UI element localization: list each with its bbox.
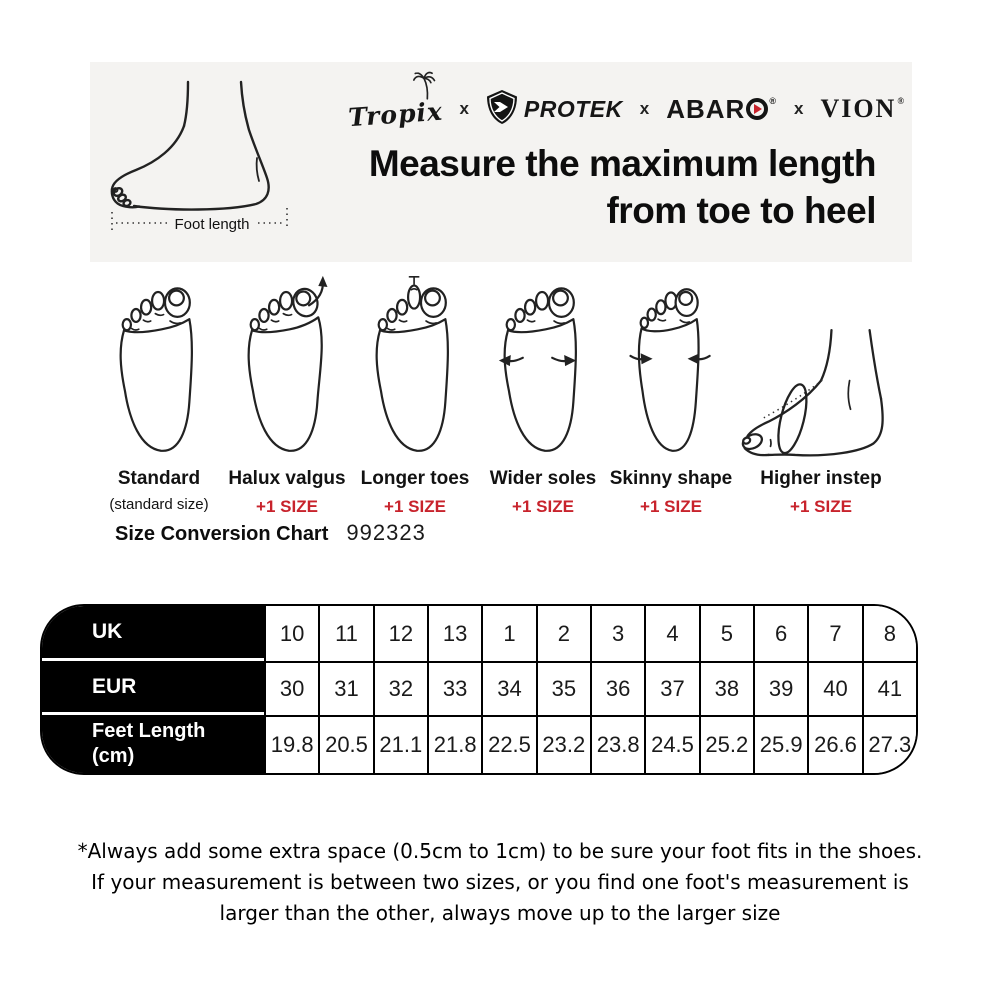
halux-valgus-illustration — [241, 268, 333, 460]
foot-type-label: Halux valgus — [228, 468, 346, 489]
foot-length-label: Foot length — [174, 216, 250, 233]
brand-vion — [820, 94, 906, 124]
foot-type-note: +1 SIZE — [512, 497, 574, 516]
footnote-line3: larger than the other, always move up to the larger size — [219, 901, 781, 925]
uk-value: 8 — [862, 606, 916, 661]
cm-value: 23.8 — [590, 715, 644, 773]
palm-tree-icon — [412, 70, 440, 106]
page-title — [342, 140, 912, 234]
foot-card-halux-valgus — [223, 268, 351, 517]
foot-type-note: +1 SIZE — [256, 497, 318, 516]
eur-value: 38 — [699, 661, 753, 715]
brand-separator: x — [459, 99, 469, 118]
brand-vion-label: VION — [820, 94, 897, 123]
foot-length-diagram — [108, 78, 338, 246]
eur-value: 30 — [264, 661, 318, 715]
uk-value: 6 — [753, 606, 807, 661]
uk-value: 10 — [264, 606, 318, 661]
standard-foot-illustration — [113, 268, 205, 460]
foot-card-standard — [95, 268, 223, 517]
cm-value: 27.3 — [862, 715, 916, 773]
foot-type-label: Higher instep — [760, 468, 882, 489]
cm-value: 19.8 — [264, 715, 318, 773]
eur-value: 40 — [807, 661, 861, 715]
cm-value: 23.2 — [536, 715, 590, 773]
brand-protek-label: PROTEK — [523, 95, 623, 122]
eur-value: 32 — [373, 661, 427, 715]
brand-protek — [486, 89, 623, 130]
brand-separator: x — [639, 99, 650, 118]
foot-card-skinny-shape — [607, 268, 735, 517]
uk-value: 11 — [318, 606, 372, 661]
feet-length-label: Feet Length — [92, 720, 206, 742]
header-right — [342, 62, 912, 262]
uk-value: 2 — [536, 606, 590, 661]
foot-type-note: (standard size) — [109, 496, 209, 513]
brand-logos-row — [342, 80, 912, 138]
brand-abaro — [666, 94, 777, 125]
eur-value: 37 — [644, 661, 698, 715]
size-chart-code: 992323 — [346, 520, 426, 545]
cm-value: 25.9 — [753, 715, 807, 773]
cm-value: 24.5 — [644, 715, 698, 773]
header-panel — [90, 62, 912, 262]
size-chart-heading — [115, 520, 426, 546]
skinny-shape-illustration — [625, 268, 717, 460]
footnote-line2: If your measurement is between two sizes, or you find one foot's measurement is — [91, 870, 909, 894]
foot-type-note: +1 SIZE — [640, 497, 702, 516]
uk-value: 4 — [644, 606, 698, 661]
longer-toes-illustration — [369, 268, 461, 460]
shield-icon — [486, 89, 518, 130]
uk-value: 1 — [481, 606, 535, 661]
page-title-line2: from toe to heel — [606, 190, 876, 231]
eur-value: 35 — [536, 661, 590, 715]
brand-tropix-label: Tropix — [347, 96, 444, 132]
wider-soles-illustration — [497, 268, 589, 460]
foot-type-label: Standard — [117, 468, 201, 489]
play-circle-icon — [746, 98, 768, 120]
footnote-line1: *Always add some extra space (0.5cm to 1cm) to be sure your foot fits in the shoes. — [77, 839, 923, 863]
size-conversion-table — [40, 604, 918, 775]
foot-type-label: Longer toes — [360, 468, 470, 489]
foot-card-longer-toes — [351, 268, 479, 517]
cm-value: 21.1 — [373, 715, 427, 773]
row-header-uk: UK — [42, 606, 264, 661]
row-header-eur: EUR — [42, 661, 264, 715]
registered-mark: ® — [897, 96, 907, 106]
cm-value: 22.5 — [481, 715, 535, 773]
cm-value: 25.2 — [699, 715, 753, 773]
brand-separator: x — [793, 99, 804, 118]
registered-mark: ® — [769, 96, 777, 106]
foot-type-note: +1 SIZE — [384, 497, 446, 516]
uk-value: 3 — [590, 606, 644, 661]
foot-card-wider-soles — [479, 268, 607, 517]
page-title-line1: Measure the maximum length — [368, 143, 876, 184]
row-header-feet-length — [42, 715, 264, 773]
uk-value: 5 — [699, 606, 753, 661]
foot-type-note: +1 SIZE — [790, 497, 852, 516]
side-foot-illustration — [108, 78, 323, 236]
cm-value: 26.6 — [807, 715, 861, 773]
footnote — [0, 836, 1000, 929]
eur-value: 33 — [427, 661, 481, 715]
cm-value: 21.8 — [427, 715, 481, 773]
uk-value: 13 — [427, 606, 481, 661]
eur-value: 36 — [590, 661, 644, 715]
feet-length-unit: (cm) — [92, 745, 135, 767]
brand-abaro-label: ABAR — [666, 93, 746, 124]
foot-card-higher-instep — [735, 268, 907, 517]
foot-type-label: Skinny shape — [609, 468, 733, 489]
higher-instep-illustration — [740, 268, 902, 460]
uk-value: 7 — [807, 606, 861, 661]
foot-types-row — [95, 268, 907, 517]
cm-value: 20.5 — [318, 715, 372, 773]
uk-value: 12 — [373, 606, 427, 661]
eur-value: 34 — [481, 661, 535, 715]
eur-value: 41 — [862, 661, 916, 715]
eur-value: 39 — [753, 661, 807, 715]
brand-tropix — [347, 86, 444, 131]
eur-value: 31 — [318, 661, 372, 715]
size-chart-title: Size Conversion Chart — [115, 523, 329, 545]
foot-type-label: Wider soles — [489, 468, 597, 489]
